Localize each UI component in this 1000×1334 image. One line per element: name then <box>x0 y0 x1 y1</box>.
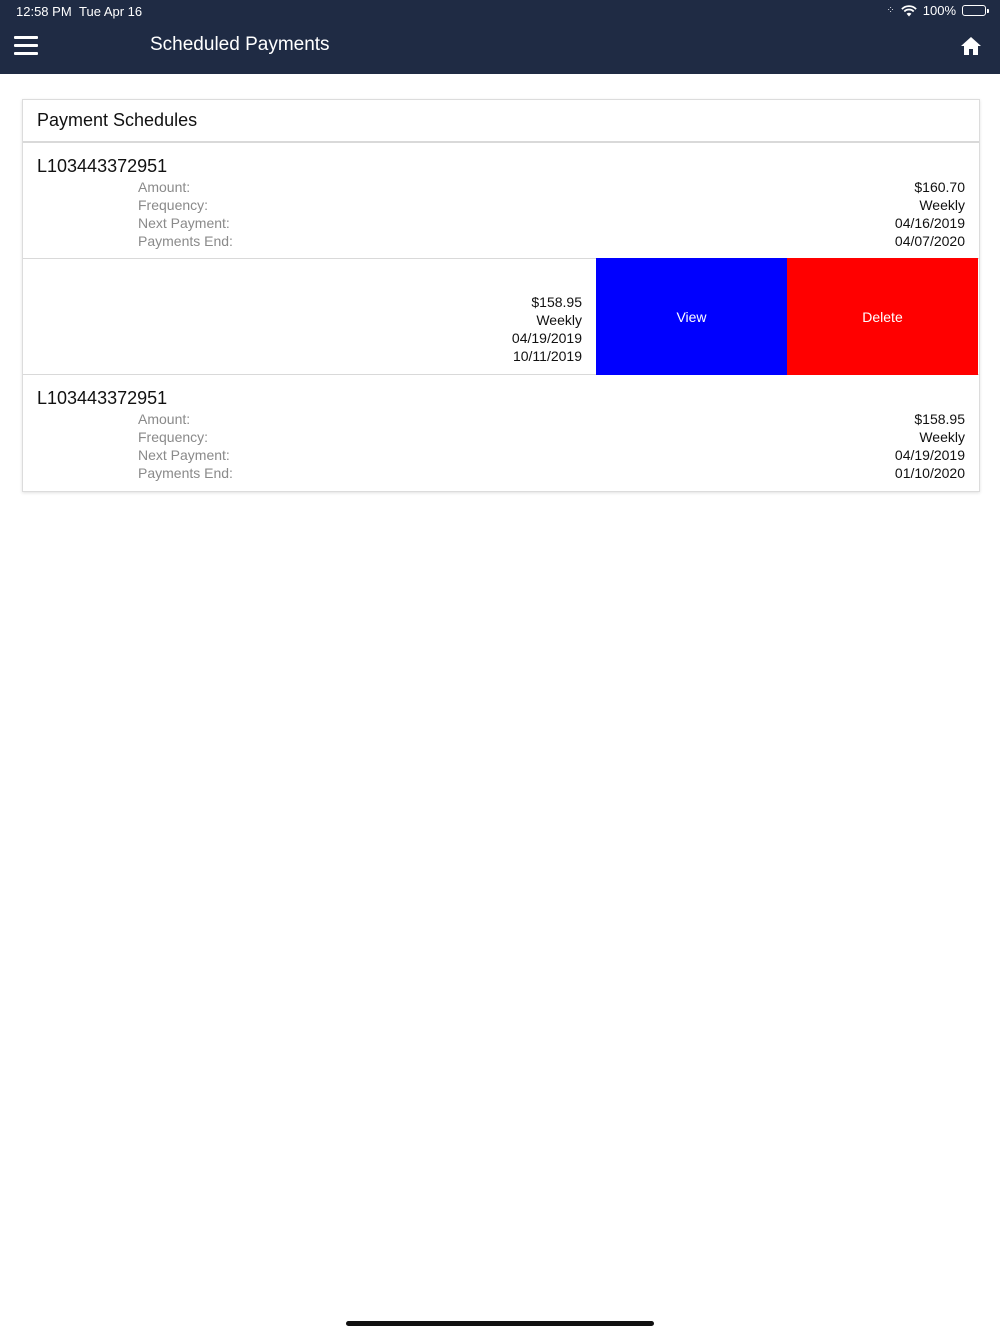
schedule-item[interactable] <box>23 143 979 259</box>
amount-label: Amount: <box>138 179 191 195</box>
next-payment-label: Next Payment: <box>138 215 230 231</box>
battery-icon <box>962 5 986 16</box>
field-values <box>512 293 582 365</box>
frequency-value: Weekly <box>536 312 582 328</box>
payments-end-label: Payments End: <box>138 465 233 481</box>
app-header <box>0 0 1000 74</box>
delete-button[interactable]: Delete <box>787 258 978 375</box>
status-indicators <box>886 3 986 18</box>
field-values <box>895 410 965 482</box>
amount-label: Amount: <box>138 411 191 427</box>
home-icon[interactable] <box>960 36 982 58</box>
payment-schedules-card <box>22 99 980 492</box>
status-time: 12:58 PM <box>16 4 72 19</box>
field-labels <box>138 410 233 482</box>
battery-percentage: 100% <box>922 3 956 18</box>
status-bar <box>0 0 1000 24</box>
card-title: Payment Schedules <box>23 100 979 143</box>
next-payment-label: Next Payment: <box>138 447 230 463</box>
amount-value: $160.70 <box>914 179 965 195</box>
frequency-value: Weekly <box>919 197 965 213</box>
loan-id: L103443372951 <box>37 156 168 176</box>
home-indicator[interactable] <box>346 1321 654 1326</box>
next-payment-value: 04/16/2019 <box>894 215 965 231</box>
field-values <box>895 178 965 250</box>
frequency-label: Frequency: <box>138 197 209 213</box>
view-button[interactable]: View <box>596 258 787 375</box>
hamburger-menu-icon[interactable] <box>14 36 38 56</box>
amount-value: $158.95 <box>914 411 965 427</box>
payments-end-value: 10/11/2019 <box>512 348 582 364</box>
field-labels <box>138 178 233 250</box>
payments-end-value: 01/10/2020 <box>894 465 965 481</box>
wifi-icon <box>901 5 917 17</box>
frequency-value: Weekly <box>919 429 965 445</box>
status-date: Tue Apr 16 <box>79 4 143 19</box>
payments-end-label: Payments End: <box>138 233 233 249</box>
payments-end-value: 04/07/2020 <box>894 233 965 249</box>
amount-value: $158.95 <box>531 294 582 310</box>
schedule-item-swiped[interactable] <box>23 259 979 375</box>
next-payment-value: 04/19/2019 <box>894 447 965 463</box>
page-title: Scheduled Payments <box>150 34 330 55</box>
schedule-item[interactable] <box>23 375 979 491</box>
activity-spinner-icon: ⁘ <box>886 5 895 16</box>
frequency-label: Frequency: <box>138 429 209 445</box>
loan-id: L103443372951 <box>37 388 168 408</box>
next-payment-value: 04/19/2019 <box>511 330 582 346</box>
